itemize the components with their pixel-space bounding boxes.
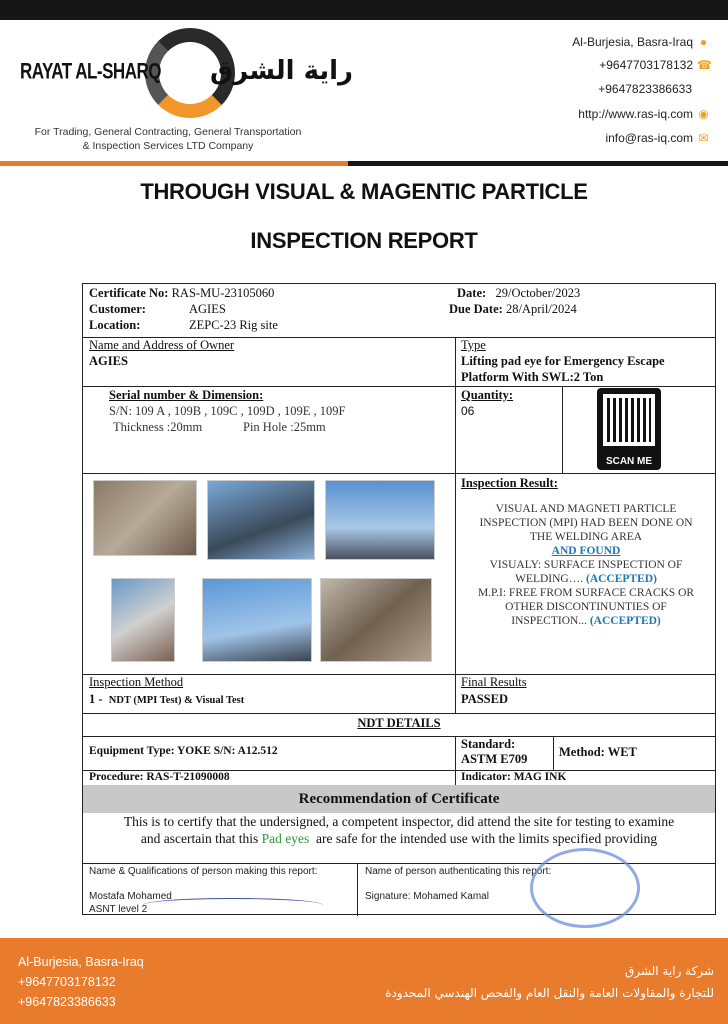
due-date-value: 28/April/2024 [505, 302, 577, 316]
phone1: +9647703178132 [599, 58, 693, 72]
logo-text-ar: راية الشرق [210, 56, 354, 86]
inspection-result-text: VISUAL AND MAGNETI PARTICLE INSPECTION (MPI) HAD BEEN DONE ON THE WELDING AREA AND FOUND VISUALY: SURFACE INSPECTION OF WELDING…. (ACCEPTED) M.P.I: FREE FROM SURFACE CRACKS OR OTHER DISCONTINUNTIES OF INSPECTION... (ACCEPTED) [461, 502, 711, 628]
final-results-value: PASSED [461, 692, 509, 706]
quantity-value: 06 [461, 404, 475, 418]
logo-text-en: RAYAT AL-SHARQ [20, 59, 161, 84]
envelope-icon: ✉ [698, 130, 709, 145]
owner-label: Name and Address of Owner [89, 338, 235, 352]
procedure: Procedure: RAS-T-21090008 [89, 771, 230, 783]
recommendation-title: Recommendation of Certificate [83, 785, 715, 813]
customer-value: AGIES [189, 302, 226, 316]
location-value: ZEPC-23 Rig site [189, 318, 278, 332]
type-line2: Platform With SWL:2 Ton [461, 370, 604, 384]
cert-label: Certificate No: [89, 286, 169, 300]
inspector-label: Name & Qualifications of person making this report: [89, 866, 318, 877]
accepted-visual: (ACCEPTED) [585, 573, 657, 585]
photo-1 [93, 480, 197, 556]
authenticator-signature: Signature: Mohamed Kamal [365, 891, 489, 902]
date-value: 29/October/2023 [495, 286, 581, 300]
type-line1: Lifting pad eye for Emergency Escape [461, 354, 665, 368]
indicator: Indicator: MAG INK [461, 771, 567, 783]
inspector-name: Mostafa Mohamed [89, 891, 172, 902]
email-link[interactable]: info@ras-iq.com [605, 131, 693, 145]
location-pin-icon: ● [699, 34, 708, 49]
location-label: Location: [89, 318, 141, 332]
report-title-2: INSPECTION REPORT [250, 228, 478, 253]
inspection-result-label: Inspection Result: [461, 476, 558, 490]
accepted-mpi: (ACCEPTED) [589, 615, 661, 627]
authenticator-label: Name of person authenticating this report: [365, 866, 552, 877]
contact-website[interactable] [578, 107, 710, 121]
final-results-label: Final Results [461, 675, 527, 689]
due-date-label: Due Date: [449, 302, 503, 316]
tagline-2: & Inspection Services LTD Company [82, 140, 254, 152]
serial-label: Serial number & Dimension: [109, 388, 264, 402]
equipment-type: Equipment Type: YOKE S/N: A12.512 [89, 745, 278, 757]
footer-arabic [385, 960, 714, 1004]
contact-phone1 [599, 58, 710, 72]
type-label: Type [461, 338, 486, 352]
phone2: +9647823386633 [598, 82, 692, 96]
divider-black [348, 161, 728, 166]
customer-label: Customer: [89, 302, 146, 316]
pin-hole: Pin Hole :25mm [243, 420, 326, 434]
company-stamp [530, 848, 640, 928]
report-table [82, 283, 716, 915]
footer [0, 938, 728, 1024]
footer-phone2: +9647823386633 [18, 995, 116, 1009]
certification-text: This is to certify that the undersigned, a competent inspector, did attend the site for testing to examine and ascertain that this Pad eyes are safe for the intended use with the limits specified providing [123, 814, 675, 846]
pad-eyes-text: Pad eyes [261, 831, 310, 846]
cert-value: RAS-MU-23105060 [171, 286, 275, 300]
photo-3 [325, 480, 435, 560]
photo-2 [207, 480, 315, 560]
report-title-1: THROUGH VISUAL & MAGENTIC PARTICLE [140, 179, 588, 204]
footer-address: Al-Burjesia, Basra-Iraq [18, 955, 144, 969]
qr-pattern [603, 394, 655, 446]
footer-contacts [18, 952, 144, 1012]
photo-5 [202, 578, 312, 662]
website-link[interactable]: http://www.ras-iq.com [578, 107, 693, 121]
owner-value: AGIES [89, 354, 128, 368]
thickness: Thickness :20mm [113, 420, 203, 434]
method-number: 1 - [89, 692, 103, 706]
phone-icon: ☎ [697, 57, 712, 72]
and-found: AND FOUND [551, 545, 621, 557]
footer-phone1: +9647703178132 [18, 975, 116, 989]
top-bar [0, 0, 728, 20]
serial-numbers: S/N: 109 A , 109B , 109C , 109D , 109E , 109F [109, 404, 346, 418]
standard: Standard: ASTM E709 [461, 737, 528, 766]
contact-phone2 [598, 82, 692, 96]
method-wet: Method: WET [559, 745, 637, 759]
address: Al-Burjesia, Basra-Iraq [572, 35, 693, 49]
quantity-label: Quantity: [461, 388, 514, 402]
method-label: Inspection Method [89, 675, 184, 689]
footer-ar-name: شركة راية الشرق [625, 964, 714, 978]
date-label: Date: [457, 286, 487, 300]
qr-label: SCAN ME [605, 456, 653, 467]
qr-code[interactable] [597, 388, 661, 470]
tagline-1: For Trading, General Contracting, General Transportation [34, 126, 302, 138]
contact-email[interactable] [605, 131, 710, 145]
globe-icon: ◉ [698, 106, 709, 121]
contact-address [572, 35, 710, 49]
photo-4 [111, 578, 175, 662]
footer-ar-desc: للتجارة والمقاولات العامة والنقل العام والفحص الهندسي المحدودة [385, 986, 714, 1000]
tagline [18, 125, 318, 153]
ndt-details-title: NDT DETAILS [357, 716, 441, 730]
method-value: NDT (MPI Test) & Visual Test [108, 695, 245, 706]
inspector-level: ASNT level 2 [89, 904, 148, 915]
divider-orange [0, 161, 348, 166]
photo-6 [320, 578, 432, 662]
signature-stroke [143, 898, 323, 912]
